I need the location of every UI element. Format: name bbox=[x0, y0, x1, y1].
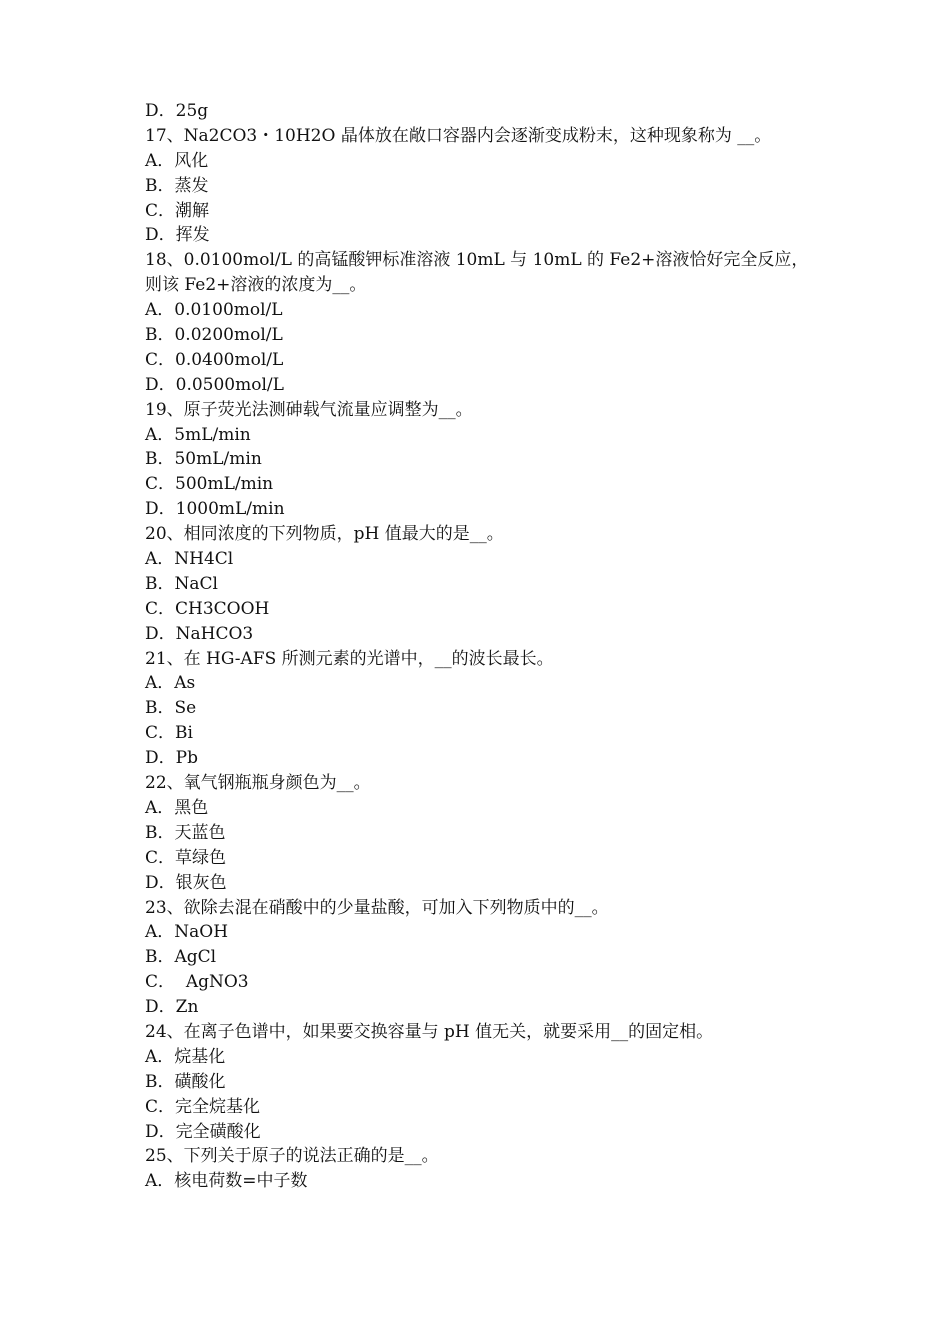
option-c: C．CH3COOH bbox=[145, 598, 270, 619]
option-c: C．Bi bbox=[145, 723, 193, 744]
option-c: C．0.0400mol/L bbox=[145, 349, 284, 370]
option-d: D．银灰色 bbox=[145, 872, 227, 893]
option-d: D．挥发 bbox=[145, 225, 210, 246]
option-b: B．磺酸化 bbox=[145, 1071, 226, 1092]
option-b: B．AgCl bbox=[145, 947, 217, 968]
option-a: A．风化 bbox=[145, 150, 209, 171]
question-18: 18、0.0100mol/L 的高锰酸钾标准溶液 10mL 与 10mL 的 Fe2+溶液恰好完全反应， bbox=[145, 250, 809, 271]
option-b: B．Se bbox=[145, 698, 197, 719]
option-b: B．50mL/min bbox=[145, 449, 262, 470]
question-22: 22、氧气钢瓶瓶身颜色为__。 bbox=[145, 773, 371, 794]
option-c: C．草绿色 bbox=[145, 847, 227, 868]
option-b: B．蒸发 bbox=[145, 175, 209, 196]
option-d: D．Pb bbox=[145, 748, 198, 769]
option-b: B．天蓝色 bbox=[145, 822, 226, 843]
question-25: 25、下列关于原子的说法正确的是__。 bbox=[145, 1146, 439, 1167]
option-a: A．黑色 bbox=[145, 797, 209, 818]
text-line: D．25g bbox=[145, 101, 209, 121]
option-a: A．5mL/min bbox=[145, 424, 251, 445]
option-d: D．Zn bbox=[145, 997, 199, 1018]
option-a: A．NaOH bbox=[145, 922, 229, 943]
option-a: A．0.0100mol/L bbox=[145, 300, 283, 321]
option-d: D．1000mL/min bbox=[145, 499, 285, 520]
option-a: A．核电荷数=中子数 bbox=[145, 1171, 308, 1192]
question-19: 19、原子荧光法测砷载气流量应调整为__。 bbox=[145, 399, 473, 420]
option-a: A．NH4Cl bbox=[145, 549, 234, 570]
option-d: D．0.0500mol/L bbox=[145, 374, 284, 395]
question-23: 23、欲除去混在硝酸中的少量盐酸，可加入下列物质中的__。 bbox=[145, 897, 609, 918]
option-a: A．烷基化 bbox=[145, 1046, 226, 1067]
option-d: D．NaHCO3 bbox=[145, 623, 254, 644]
option-d: D．完全磺酸化 bbox=[145, 1121, 261, 1142]
option-b: B．NaCl bbox=[145, 573, 218, 594]
question-18-continued: 则该 Fe2+溶液的浓度为__。 bbox=[145, 275, 367, 296]
option-b: B．0.0200mol/L bbox=[145, 325, 283, 346]
option-a: A．As bbox=[145, 673, 196, 694]
option-c: C．完全烷基化 bbox=[145, 1096, 261, 1117]
option-c: C．500mL/min bbox=[145, 474, 274, 495]
document-page bbox=[145, 99, 845, 1194]
question-21: 21、在 HG-AFS 所测元素的光谱中，__的波长最长。 bbox=[145, 648, 554, 669]
question-24: 24、在离子色谱中，如果要交换容量与 pH 值无关，就要采用__的固定相。 bbox=[145, 1021, 714, 1042]
question-17: 17、Na2CO3・10H2O 晶体放在敞口容器内会逐渐变成粉末，这种现象称为 __。 bbox=[145, 125, 772, 146]
question-20: 20、相同浓度的下列物质，pH 值最大的是__。 bbox=[145, 524, 504, 545]
option-c: C． AgNO3 bbox=[145, 972, 249, 993]
option-c: C．潮解 bbox=[145, 200, 210, 221]
